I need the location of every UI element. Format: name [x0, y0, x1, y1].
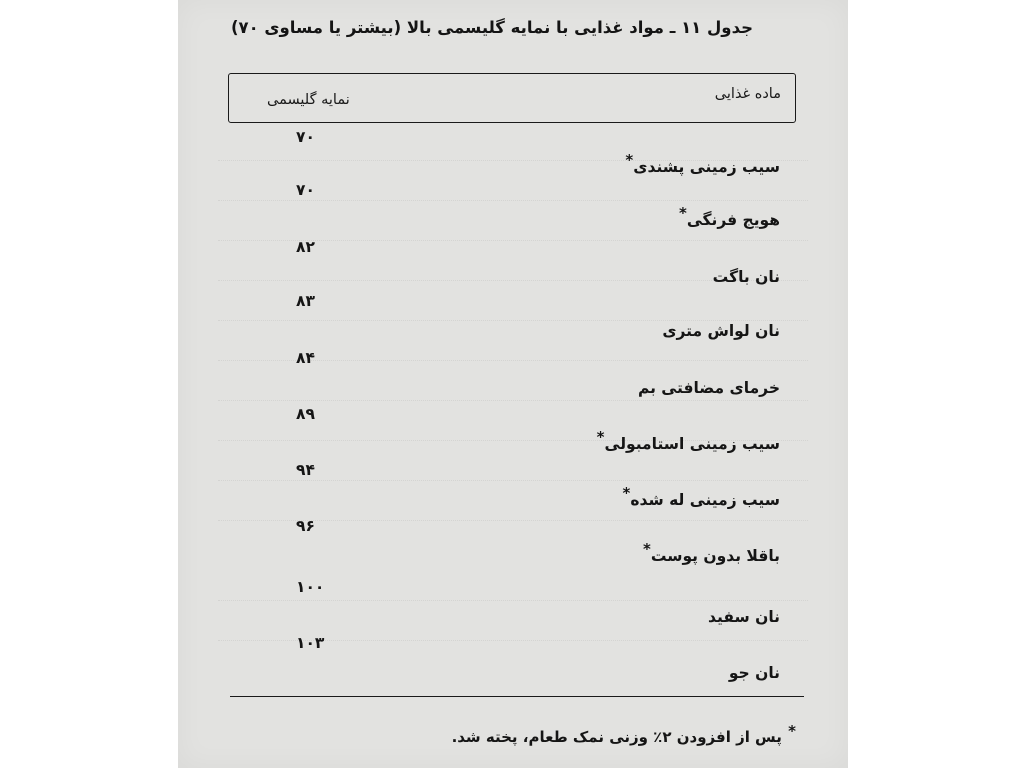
table-row [248, 461, 780, 509]
food-name: خرمای مضافتی بم [637, 379, 780, 397]
food-name: نان لواش متری [662, 322, 780, 340]
table-footnote [452, 722, 796, 746]
table-row [248, 181, 780, 229]
food-name: هویج فرنگی* [678, 204, 780, 229]
table-row [248, 128, 780, 176]
footnote-text: پس از افزودن ۲٪ وزنی نمک طعام، پخته شد. [451, 728, 782, 746]
column-header-glycemic-index: نمایه گلیسمی [267, 92, 350, 108]
table-row [248, 578, 780, 626]
food-name: سیب زمینی پشندی* [625, 151, 780, 176]
gi-value: ۹۴ [296, 461, 315, 479]
table-header [228, 73, 796, 123]
asterisk-marker: * [622, 484, 631, 502]
column-header-food: ماده غذایی [714, 86, 781, 102]
table-row [248, 517, 780, 565]
food-name: نان سفید [708, 608, 780, 626]
asterisk-marker: * [596, 428, 605, 446]
table-row [248, 349, 780, 397]
food-name: نان جو [728, 664, 780, 682]
gi-value: ۸۲ [296, 238, 315, 256]
asterisk-marker: * [642, 540, 651, 558]
gi-value: ۷۰ [296, 181, 315, 199]
gi-value: ۱۰۳ [296, 634, 325, 652]
asterisk-marker: * [678, 204, 687, 222]
gi-value: ۸۹ [296, 405, 315, 423]
food-name: سیب زمینی استامبولی* [596, 428, 780, 453]
food-name: نان باگت [712, 268, 780, 286]
table-row [248, 238, 780, 286]
table-caption: جدول ۱۱ ـ مواد غذایی با نمایه گلیسمی بالا (بیشتر یا مساوی ۷۰) [230, 18, 753, 37]
asterisk-marker: * [788, 722, 796, 740]
table-row [248, 634, 780, 682]
bleed-line [218, 400, 808, 402]
table-row [248, 405, 780, 453]
gi-value: ۷۰ [296, 128, 315, 146]
gi-value: ۱۰۰ [296, 578, 325, 596]
food-name: باقلا بدون پوست* [642, 540, 780, 565]
table-row [248, 292, 780, 340]
table-bottom-rule [230, 696, 804, 697]
gi-value: ۸۴ [296, 349, 315, 367]
book-page [178, 0, 848, 768]
gi-value: ۸۳ [296, 292, 315, 310]
gi-value: ۹۶ [296, 517, 315, 535]
food-name: سیب زمینی له شده* [622, 484, 780, 509]
asterisk-marker: * [625, 151, 634, 169]
